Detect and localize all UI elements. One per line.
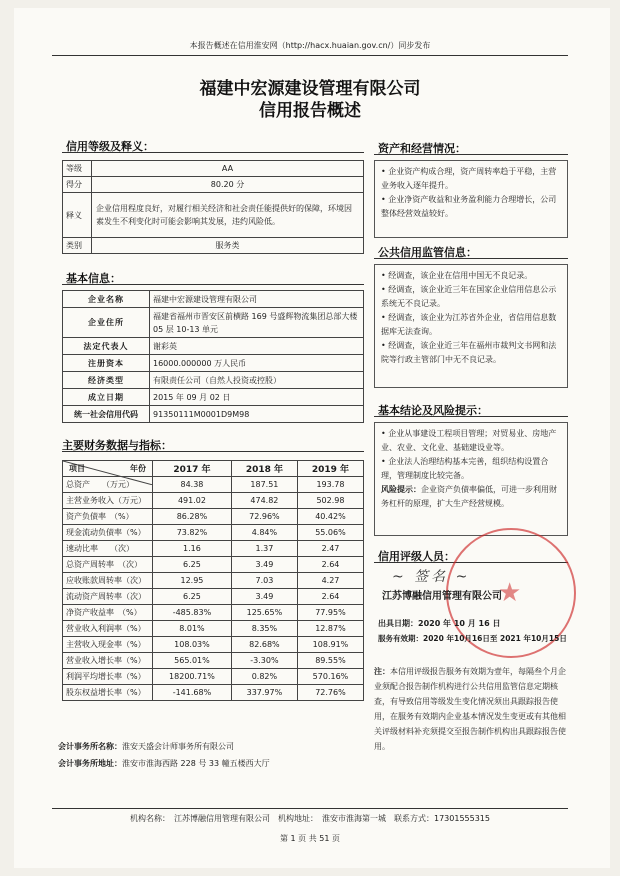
finance-value: 108.91% (297, 637, 363, 653)
service-period-line (378, 632, 567, 646)
finance-value: 84.38 (153, 477, 232, 493)
conclusion-box (374, 422, 568, 536)
finance-value: 2.64 (297, 557, 363, 573)
issue-date: 2020 年 10 月 16 日 (418, 619, 501, 628)
finance-value: 125.65% (231, 605, 297, 621)
year-header: 2017 年 (153, 461, 232, 477)
finance-row (63, 605, 364, 621)
firm-addr-label: 会计事务所地址： (58, 759, 122, 768)
finance-value: 86.28% (153, 509, 232, 525)
score-value: 80.20 分 (92, 177, 364, 193)
finance-value: 2.64 (297, 589, 363, 605)
corner-year: 年份 (130, 464, 146, 473)
finance-item: 营业收入利润率（%） (63, 621, 153, 637)
finance-value: 18200.71% (153, 669, 232, 685)
finance-corner-cell (63, 461, 153, 477)
finance-row (63, 573, 364, 589)
agency-company: 江苏博融信用管理有限公司 (382, 591, 502, 602)
seal-star-icon: ★ (498, 578, 522, 608)
assets-divider (374, 154, 568, 155)
finance-row (63, 653, 364, 669)
rating-divider (62, 152, 364, 153)
firm-name: 淮安天盛会计师事务所有限公司 (122, 742, 234, 751)
basic-value: 福建省福州市晋安区前横路 169 号盛辉物流集团总部大楼 05 层 10-13 单元 (150, 308, 364, 338)
basic-value: 2015 年 09 月 02 日 (150, 389, 364, 406)
finance-value: 1.37 (231, 541, 297, 557)
basic-value: 16000.000000 万人民币 (150, 355, 364, 372)
finance-value: 8.35% (231, 621, 297, 637)
finance-row (63, 669, 364, 685)
basic-divider (62, 284, 364, 285)
finance-item: 股东权益增长率（%） (63, 685, 153, 701)
year-header: 2019 年 (297, 461, 363, 477)
finance-section-title: 主要财务数据与指标： (62, 439, 172, 452)
basic-label: 企业名称 (63, 291, 150, 308)
conclusion-item: • 企业法人治理结构基本完善，组织结构设置合理，管理制度比较完备。 (381, 457, 549, 480)
finance-value: 1.16 (153, 541, 232, 557)
category-value: 服务类 (92, 238, 364, 254)
finance-item: 主营业务收入（万元） (63, 493, 153, 509)
finance-value: 4.84% (231, 525, 297, 541)
finance-value: 337.97% (231, 685, 297, 701)
finance-row (63, 589, 364, 605)
basic-value: 有限责任公司（自然人投资或控股） (150, 372, 364, 389)
risk-text: 企业资产负债率偏低，可进一步利用财务杠杆的原理，扩大生产经营规模。 (381, 485, 557, 508)
firm-addr-line (58, 758, 270, 769)
finance-value: 565.01% (153, 653, 232, 669)
report-title: 信用报告概述 (259, 101, 361, 121)
finance-value: 0.82% (231, 669, 297, 685)
finance-value: 2.47 (297, 541, 363, 557)
basic-label: 经济类型 (63, 372, 150, 389)
issue-date-line (378, 617, 500, 631)
corner-item: 项目 (69, 464, 85, 473)
public-item: • 经调查，该企业在信用中国无不良记录。 (381, 271, 533, 280)
finance-divider (62, 451, 364, 452)
finance-value: 55.06% (297, 525, 363, 541)
rating-label: 等级 (63, 161, 92, 177)
basic-label: 成立日期 (63, 389, 150, 406)
finance-item: 净资产收益率 （%） (63, 605, 153, 621)
finance-row (63, 525, 364, 541)
finance-item: 资产负债率 （%） (63, 509, 153, 525)
finance-row (63, 541, 364, 557)
public-item: • 经调查，该企业近三年在国家企业信用信息公示系统无不良记录。 (381, 285, 557, 308)
assets-item: • 企业净资产收益和业务盈利能力合理增长，公司整体经营效益较好。 (381, 195, 557, 218)
finance-row (63, 557, 364, 573)
basic-label: 企业住所 (63, 308, 150, 338)
handwritten-signature: ~ 签名 ~ (392, 569, 471, 585)
finance-row (63, 509, 364, 525)
service-period-label: 服务有效期： (378, 634, 423, 643)
rating-table (62, 160, 364, 254)
basic-section-title: 基本信息： (66, 272, 121, 285)
meaning-value: 企业信用程度良好，对履行相关经济和社会责任能提供好的保障，环境因素发生不利变化时可能会影响其发展，违约风险低。 (92, 193, 364, 238)
validity-note (374, 664, 568, 754)
basic-label: 注册资本 (63, 355, 150, 372)
finance-value: 6.25 (153, 557, 232, 573)
finance-value: 491.02 (153, 493, 232, 509)
conclusion-divider (374, 416, 568, 417)
agency-section-title: 信用评级人员： (378, 550, 455, 563)
risk-label: 风险提示： (381, 485, 421, 494)
finance-item: 主营收入现金率（%） (63, 637, 153, 653)
assets-item: • 企业资产构成合理，资产周转率趋于平稳，主营业务收入逐年提升。 (381, 167, 557, 190)
finance-value: -141.68% (153, 685, 232, 701)
firm-name-label: 会计事务所名称： (58, 742, 122, 751)
finance-value: 72.96% (231, 509, 297, 525)
conclusion-section-title: 基本结论及风险提示： (378, 404, 488, 417)
finance-value: 3.49 (231, 589, 297, 605)
note-label: 注： (374, 667, 390, 676)
basic-label: 法定代表人 (63, 338, 150, 355)
year-header: 2018 年 (231, 461, 297, 477)
public-divider (374, 258, 568, 259)
firm-addr: 淮安市淮海西路 228 号 33 幢五楼西大厅 (122, 759, 270, 768)
finance-item: 总资产 （万元） (63, 477, 153, 493)
finance-value: 12.87% (297, 621, 363, 637)
firm-name-line (58, 741, 234, 752)
finance-value: 77.95% (297, 605, 363, 621)
finance-value: 570.16% (297, 669, 363, 685)
footer-info: 机构名称： 江苏博融信用管理有限公司 机构地址： 淮安市淮海第一城 联系方式：17301555315 (130, 814, 490, 823)
finance-rows (63, 477, 364, 701)
public-item: • 经调查，该企业近三年在福州市裁判文书网和法院等行政主管部门中无不良记录。 (381, 341, 557, 364)
finance-value: 3.49 (231, 557, 297, 573)
header-divider (52, 55, 568, 56)
basic-value: 谢彩英 (150, 338, 364, 355)
finance-value: 7.03 (231, 573, 297, 589)
finance-value: 73.82% (153, 525, 232, 541)
finance-item: 速动比率 （次） (63, 541, 153, 557)
finance-value: 502.98 (297, 493, 363, 509)
basic-label: 统一社会信用代码 (63, 406, 150, 423)
finance-item: 流动资产周转率（次） (63, 589, 153, 605)
finance-value: 6.25 (153, 589, 232, 605)
assets-box (374, 160, 568, 238)
assets-section-title: 资产和经营情况： (378, 142, 466, 155)
conclusion-item: • 企业从事建设工程项目管理；对贸易业、房地产业、农业、文化业、基础建设业等。 (381, 429, 557, 452)
finance-item: 总资产周转率 （次） (63, 557, 153, 573)
finance-item: 应收账款周转率（次） (63, 573, 153, 589)
category-label: 类别 (63, 238, 92, 254)
company-title: 福建中宏源建设管理有限公司 (199, 79, 421, 99)
finance-value: 40.42% (297, 509, 363, 525)
basic-value: 福建中宏源建设管理有限公司 (150, 291, 364, 308)
finance-row (63, 685, 364, 701)
finance-table (62, 460, 364, 701)
page-counter: 第 1 页 共 51 页 (280, 834, 340, 843)
finance-value: 4.27 (297, 573, 363, 589)
meaning-label: 释义 (63, 193, 92, 238)
risk-note (381, 483, 561, 511)
publish-note: 本报告概述在信用淮安网（http://hacx.huaian.gov.cn/）同步发布 (189, 41, 431, 50)
score-label: 得分 (63, 177, 92, 193)
finance-value: 89.55% (297, 653, 363, 669)
finance-value: -485.83% (153, 605, 232, 621)
finance-value: 108.03% (153, 637, 232, 653)
issue-date-label: 出具日期： (378, 619, 418, 628)
note-text: 本信用评级报告服务有效期为壹年，每隔叁个月企业须配合报告制作机构进行公共信用监管信息定期核查，有导致信用等级发生变化情况须出具跟踪报告使用，在服务有效期内企业基本情况发生变更或有其他相关评级材料补充须提交至报告制作机构出具跟踪报告使用。 (374, 667, 566, 751)
finance-value: 474.82 (231, 493, 297, 509)
rating-section-title: 信用等级及释义： (66, 140, 154, 153)
finance-row (63, 621, 364, 637)
finance-value: 187.51 (231, 477, 297, 493)
finance-value: 82.68% (231, 637, 297, 653)
finance-value: 12.95 (153, 573, 232, 589)
footer-divider (52, 808, 568, 809)
basic-info-table (62, 290, 364, 423)
service-period: 2020 年10月16日至 2021 年10月15日 (423, 634, 567, 643)
finance-value: 193.78 (297, 477, 363, 493)
finance-item: 现金流动负债率（%） (63, 525, 153, 541)
public-section-title: 公共信用监管信息： (378, 246, 477, 259)
finance-row (63, 493, 364, 509)
finance-row (63, 637, 364, 653)
public-item: • 经调查，该企业为江苏省外企业，省信用信息数据库无法查询。 (381, 313, 557, 336)
finance-value: 8.01% (153, 621, 232, 637)
basic-value: 91350111M0001D9M98 (150, 406, 364, 423)
rating-value: AA (92, 161, 364, 177)
finance-item: 营业收入增长率（%） (63, 653, 153, 669)
finance-value: 72.76% (297, 685, 363, 701)
public-box (374, 264, 568, 388)
finance-value: -3.30% (231, 653, 297, 669)
finance-item: 利润平均增长率（%） (63, 669, 153, 685)
